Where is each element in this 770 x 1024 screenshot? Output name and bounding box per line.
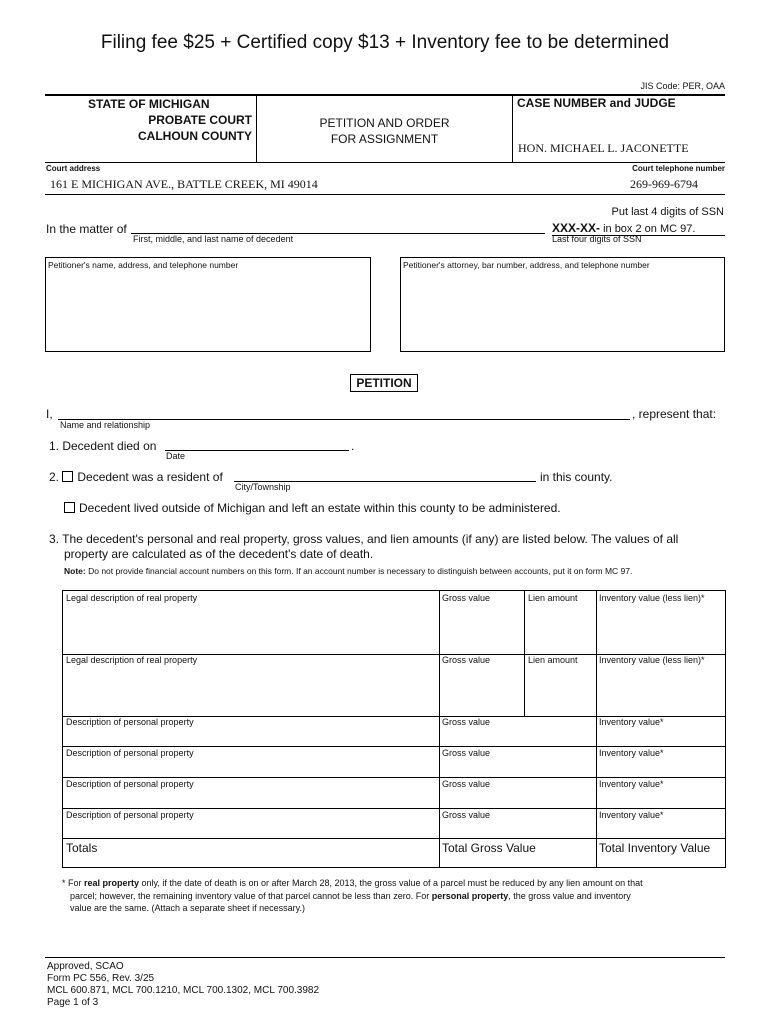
personal-property-desc-label: Description of personal property: [66, 748, 194, 758]
total-gross-label: Total Gross Value: [442, 841, 536, 855]
header-bottom-rule: [45, 162, 725, 163]
footnote-line1: [62, 877, 726, 890]
footer: [47, 961, 319, 1009]
gross-value-label: Gross value: [442, 748, 491, 758]
footnote-text: parcel; however, the remaining inventory value of that parcel cannot be less than zero. For: [70, 890, 432, 901]
attorney-info-label: Petitioner's attorney, bar number, address, and telephone number: [403, 260, 650, 270]
inventory-value-label: Inventory value*: [599, 717, 664, 727]
table-row-rule: [62, 746, 726, 747]
footnote-bold-real: real property: [84, 878, 140, 888]
case-number-label: CASE NUMBER and JUDGE: [517, 96, 676, 110]
ssn-box-note: in box 2 on MC 97.: [600, 223, 696, 235]
matter-label: In the matter of: [46, 222, 127, 236]
lien-amount-label: Lien amount: [528, 655, 578, 665]
gross-value-label: Gross value: [442, 717, 491, 727]
gross-value-label: Gross value: [442, 779, 491, 789]
form-title-line2: FOR ASSIGNMENT: [330, 132, 439, 146]
table-col-rule: [596, 590, 597, 868]
inventory-value-label: Inventory value*: [599, 810, 664, 820]
footer-mcl: MCL 600.871, MCL 700.1210, MCL 700.1302, MCL 700.3982: [47, 985, 320, 996]
table-row-rule: [62, 808, 726, 809]
petitioner-info-label: Petitioner's name, address, and telephone number: [48, 260, 239, 270]
judge-name: HON. MICHAEL L. JACONETTE: [518, 141, 689, 155]
petitioner-info-box[interactable]: [45, 257, 371, 352]
gross-value-label: Gross value: [442, 593, 491, 603]
court-name-block: [50, 96, 252, 144]
i-label: I,: [46, 407, 53, 421]
represent-that: , represent that:: [632, 407, 717, 421]
item2-end: in this county.: [540, 470, 613, 484]
resident-checkbox[interactable]: [62, 471, 73, 482]
item1-end: .: [351, 439, 355, 453]
inventory-less-lien-label: Inventory value (less lien)*: [599, 593, 705, 603]
court-state: STATE OF MICHIGAN: [88, 97, 210, 111]
court-address-label: Court address: [46, 164, 101, 173]
name-relationship-label: Name and relationship: [60, 420, 151, 430]
note-text: Do not provide financial account numbers on this form. If an account number is necessary to distinguish between accounts, put it on form MC 97.: [85, 566, 633, 576]
ssn-label: Last four digits of SSN: [552, 234, 642, 244]
table-row-rule: [62, 838, 726, 839]
property-table: [62, 590, 726, 868]
real-property-desc-label: Legal description of real property: [66, 593, 198, 603]
note-label: Note:: [64, 566, 86, 576]
form-title-line1: PETITION AND ORDER: [319, 116, 450, 130]
footnote-text: * For: [62, 878, 85, 888]
date-label: Date: [166, 451, 186, 461]
item2-text: Decedent was a resident of: [77, 470, 223, 484]
footnote: [62, 877, 726, 915]
gross-value-label: Gross value: [442, 810, 491, 820]
table-row-rule: [62, 777, 726, 778]
item2-number: 2.: [49, 470, 60, 484]
attorney-info-box[interactable]: [400, 257, 725, 352]
note: [64, 566, 632, 576]
footnote-line2: [62, 890, 726, 903]
court-phone: 269-969-6794: [630, 177, 698, 191]
table-col-rule: [524, 590, 525, 716]
footnote-text: , the gross value and inventory: [508, 890, 631, 901]
table-col-rule: [439, 590, 440, 868]
lien-amount-label: Lien amount: [528, 593, 578, 603]
personal-property-desc-label: Description of personal property: [66, 717, 194, 727]
item2b-row: [64, 501, 561, 515]
court-phone-label: Court telephone number: [632, 164, 725, 173]
personal-property-desc-label: Description of personal property: [66, 779, 194, 789]
totals-label: Totals: [66, 841, 98, 855]
outside-michigan-checkbox[interactable]: [64, 502, 75, 513]
date-of-death-input[interactable]: [165, 450, 349, 451]
ssn-instruction: Put last 4 digits of SSN: [611, 206, 724, 218]
footer-form: Form PC 556, Rev. 3/25: [47, 973, 155, 984]
footer-approved: Approved, SCAO: [47, 961, 124, 972]
ssn-prefix: XXX-XX-: [552, 221, 601, 235]
item3-line2: property are calculated as of the decedent's date of death.: [64, 547, 374, 561]
form-title: [257, 115, 512, 147]
court-probate: PROBATE COURT: [148, 113, 252, 127]
inventory-value-label: Inventory value*: [599, 748, 664, 758]
footnote-text: only, if the date of death is on or after March 28, 2013, the gross value of a parcel must be reduced by any lien amount on that: [139, 878, 643, 888]
item2b-text: Decedent lived outside of Michigan and left an estate within this county to be administered.: [79, 501, 561, 515]
petition-heading: PETITION: [350, 374, 418, 392]
city-township-label: City/Township: [235, 482, 291, 492]
item1-text: 1. Decedent died on: [49, 439, 157, 453]
inventory-less-lien-label: Inventory value (less lien)*: [599, 655, 705, 665]
footnote-line3: value are the same. (Attach a separate sheet if necessary.): [70, 903, 305, 913]
item2-row: [49, 470, 223, 484]
item3-text: [49, 532, 678, 562]
footnote-bold-personal: personal property: [431, 890, 509, 901]
footer-rule: [45, 957, 725, 958]
fee-notice: Filing fee $25 + Certified copy $13 + Inventory fee to be determined: [100, 32, 670, 53]
item3-line1: 3. The decedent's personal and real property, gross values, and lien amounts (if any) are listed below. The values of all: [49, 532, 679, 546]
inventory-value-label: Inventory value*: [599, 779, 664, 789]
total-inventory-label: Total Inventory Value: [599, 841, 711, 855]
address-rule: [45, 194, 725, 195]
court-address: 161 E MICHIGAN AVE., BATTLE CREEK, MI 49014: [50, 177, 318, 191]
header-divider-right: [512, 95, 513, 163]
footer-page: Page 1 of 3: [47, 997, 99, 1008]
jis-code: JIS Code: PER, OAA: [640, 81, 725, 91]
decedent-name-label: First, middle, and last name of decedent: [133, 234, 294, 244]
real-property-desc-label: Legal description of real property: [66, 655, 198, 665]
court-county: CALHOUN COUNTY: [138, 129, 252, 143]
gross-value-label: Gross value: [442, 655, 491, 665]
personal-property-desc-label: Description of personal property: [66, 810, 194, 820]
